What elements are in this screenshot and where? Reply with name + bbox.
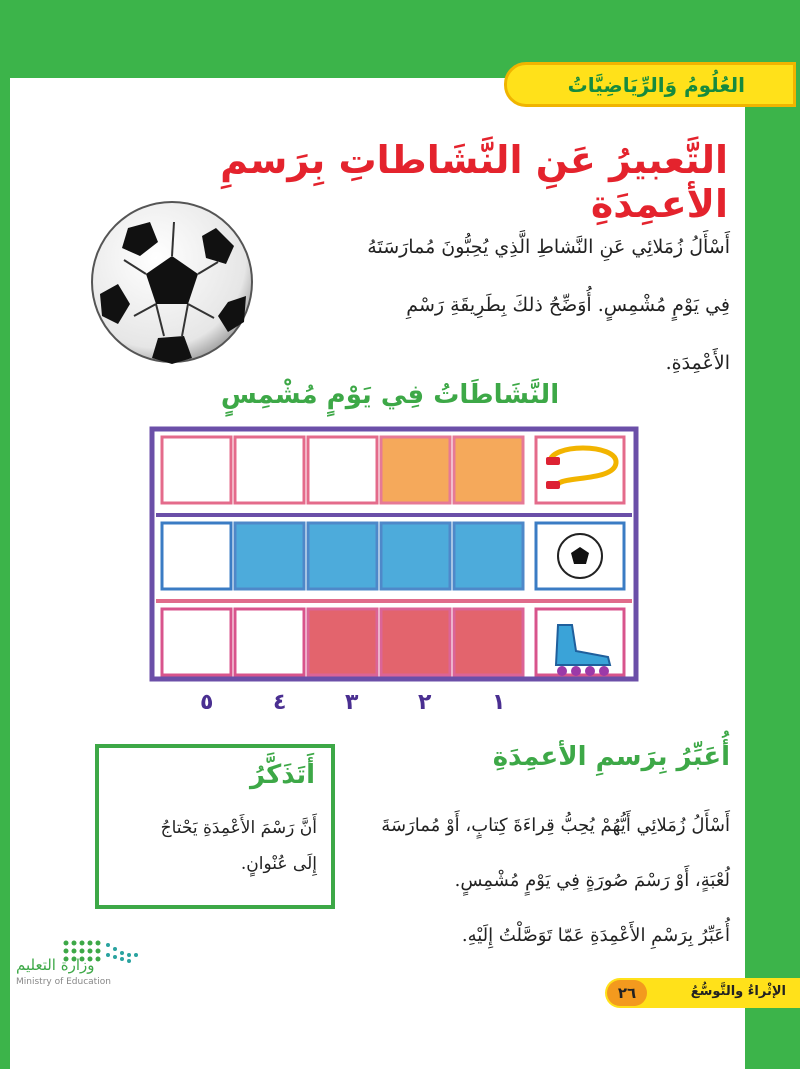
- activity-line-3: أُعَبِّرُ بِرَسْمِ الأَعْمِدَةِ عَمّا تَوَصَّلْتُ إِلَيْهِ.: [461, 925, 730, 946]
- left-green-bar: [0, 78, 10, 1069]
- footer-bar: [605, 978, 800, 1008]
- remember-box: [95, 744, 335, 909]
- activity-line-2: لُعْبَةٍ، أَوْ رَسْمَ صُورَةٍ فِي يَوْمٍ مُشْمِسٍ.: [454, 870, 730, 891]
- graph-title: النَّشَاطَاتُ فِي يَوْمٍ مُشْمِسٍ: [220, 380, 560, 410]
- roller-skate-wheel-icon: [599, 666, 609, 676]
- activity-paragraph: [300, 798, 730, 963]
- bar-cell-jump-rope-2: [381, 437, 450, 503]
- intro-paragraph: [350, 218, 730, 392]
- bar-cell-soccer-ball-2: [381, 523, 450, 589]
- picture-graph: [148, 425, 640, 687]
- page-title: التَّعبيرُ عَنِ النَّشَاطاتِ بِرَسمِ الأعمِدَةِ: [220, 138, 728, 226]
- bar-cell-soccer-ball-5: [162, 523, 231, 589]
- bar-cell-jump-rope-5: [162, 437, 231, 503]
- bar-cell-soccer-ball-4: [235, 523, 304, 589]
- remember-line-2: إِلَى عُنْوانٍ.: [240, 854, 317, 874]
- intro-line-3: الأَعْمِدَةِ.: [665, 352, 730, 374]
- footer-label: الإثْراءُ والتَّوسُّعُ: [690, 984, 786, 999]
- subject-label: العُلُومُ وَالرِّيَاضِيَّاتُ: [567, 72, 745, 97]
- axis-number-5: ٥: [200, 690, 214, 715]
- bar-cell-jump-rope-3: [308, 437, 377, 503]
- page-number: ٢٦: [607, 980, 647, 1006]
- remember-text: [107, 810, 317, 882]
- jump-rope-handle-icon: [546, 481, 560, 489]
- activity-line-1: أَسْأَلُ زُمَلائِي أَيُّهُمْ يُحِبُّ قِراءَةَ كِتابٍ، أَوْ مُمارَسَةَ: [381, 815, 730, 836]
- intro-line-2: فِي يَوْمٍ مُشْمِسٍ. أُوَضِّحُ ذلكَ بِطَرِيقَةِ رَسْمِ: [406, 294, 730, 316]
- bar-cell-jump-rope-1: [454, 437, 523, 503]
- axis-number-2: ٢: [418, 690, 432, 715]
- jump-rope-handle-icon: [546, 457, 560, 465]
- bar-cell-roller-skate-2: [381, 609, 450, 675]
- bar-cell-roller-skate-3: [308, 609, 377, 675]
- remember-line-1: أَنَّ رَسْمَ الأَعْمِدَةِ يَحْتاجُ: [160, 818, 317, 838]
- intro-line-1: أَسْأَلُ زُمَلائِي عَنِ النَّشاطِ الَّذِي يُحِبُّونَ مُمارَسَتَهُ: [367, 236, 730, 258]
- bar-cell-soccer-ball-1: [454, 523, 523, 589]
- roller-skate-wheel-icon: [585, 666, 595, 676]
- roller-skate-wheel-icon: [571, 666, 581, 676]
- bar-cell-roller-skate-4: [235, 609, 304, 675]
- ministry-name-english: Ministry of Education: [16, 977, 111, 987]
- right-green-bar: [745, 78, 800, 1069]
- section-title: أُعَبِّرُ بِرَسمِ الأعمِدَةِ: [492, 742, 730, 772]
- bar-cell-roller-skate-5: [162, 609, 231, 675]
- bar-cell-roller-skate-1: [454, 609, 523, 675]
- bar-cell-jump-rope-4: [235, 437, 304, 503]
- bar-graph-svg: [148, 425, 640, 683]
- axis-number-4: ٤: [273, 690, 287, 715]
- axis-number-1: ١: [492, 690, 506, 715]
- remember-title: أَتَذَكَّرُ: [250, 760, 315, 790]
- axis-number-3: ٣: [345, 690, 359, 715]
- soccer-ball-icon: [88, 198, 256, 366]
- roller-skate-wheel-icon: [557, 666, 567, 676]
- subject-tab: [504, 62, 796, 107]
- ministry-name-arabic: وزارة التعليم: [16, 956, 95, 974]
- bar-cell-soccer-ball-3: [308, 523, 377, 589]
